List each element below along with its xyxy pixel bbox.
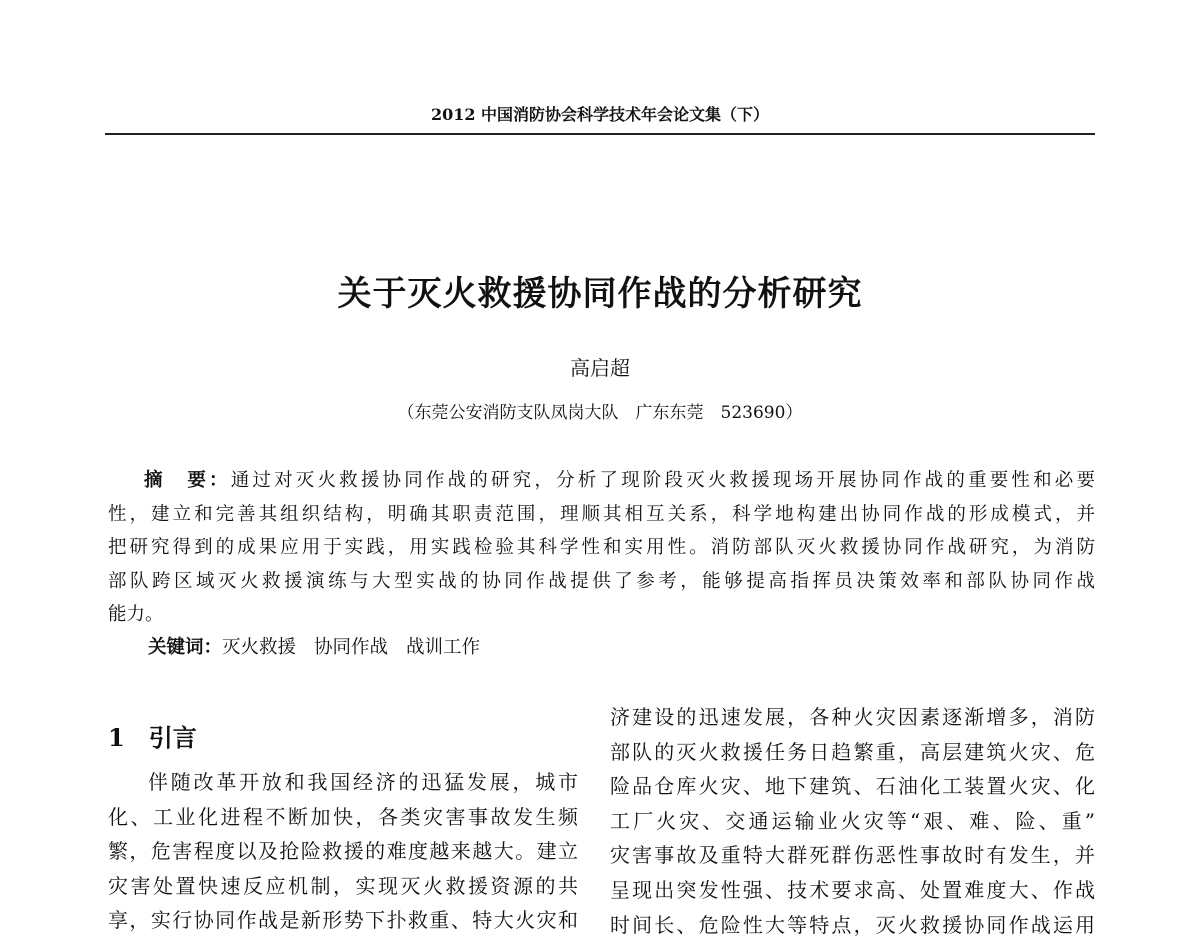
header-rule [105,133,1095,135]
author: 高启超 [570,356,630,380]
body-line: 化、工业化进程不断加快，各类灾害事故发生频 [108,804,578,829]
keyword: 灭火救援 [222,637,297,658]
keyword: 协同作战 [314,637,389,658]
body-line: 济建设的迅速发展，各种火灾因素逐渐增多，消防 [610,705,1095,729]
running-header: 2012 中国消防协会科学技术年会论文集（下） [430,105,770,124]
body-line: 灾害事故及重特大群死群伤恶性事故时有发生，并 [610,843,1095,868]
body-line: 时间长、危险性大等特点，灭火救援协同作战运用 [610,912,1095,937]
abstract-label: 摘 要： [144,470,231,491]
abstract-line: 摘 要：通过对灭火救援协同作战的研究，分析了现阶段灭火救援现场开展协同作战的重要性和必要 [144,470,1095,491]
body-line: 工厂火灾、交通运输业火灾等“艰、难、险、重” [610,808,1095,833]
abstract-line: 性，建立和完善其组织结构，明确其职责范围，理顺其相互关系，科学地构建出协同作战的形成模式，并 [108,503,1095,525]
body-line: 呈现出突发性强、技术要求高、处置难度大、作战 [610,877,1095,902]
section-heading: 1 引言 [108,723,197,752]
keywords-label: 关键词： [148,637,223,658]
body-line: 繁，危害程度以及抢险救援的难度越来越大。建立 [108,839,578,864]
abstract-line: 能力。 [108,604,164,626]
abstract-line: 部队跨区域灭火救援演练与大型实战的协同作战提供了参考，能够提高指挥员决策效率和部队协同作战 [108,570,1095,592]
body-line: 部队的灭火救援任务日趋繁重，高层建筑火灾、危 [610,739,1095,764]
keywords [148,633,498,659]
abstract [108,464,1095,632]
body-line: 伴随改革开放和我国经济的迅猛发展，城市 [148,770,578,794]
right-column [610,700,1095,942]
abstract-line: 把研究得到的成果应用于实践，用实践检验其科学性和实用性。消防部队灭火救援协同作战研究，为消防 [108,537,1095,559]
affiliation: （东莞公安消防支队凤岗大队 广东东莞 523690） [397,403,803,423]
left-column [108,765,578,938]
keyword: 战训工作 [406,637,481,658]
body-line: 灾害处置快速反应机制，实现灭火救援资源的共 [108,873,578,898]
body-line: 险品仓库火灾、地下建筑、石油化工装置火灾、化 [610,774,1095,799]
paper-title: 关于灭火救援协同作战的分析研究 [337,274,863,314]
body-line: 享，实行协同作战是新形势下扑救重、特大火灾和 [108,908,578,933]
